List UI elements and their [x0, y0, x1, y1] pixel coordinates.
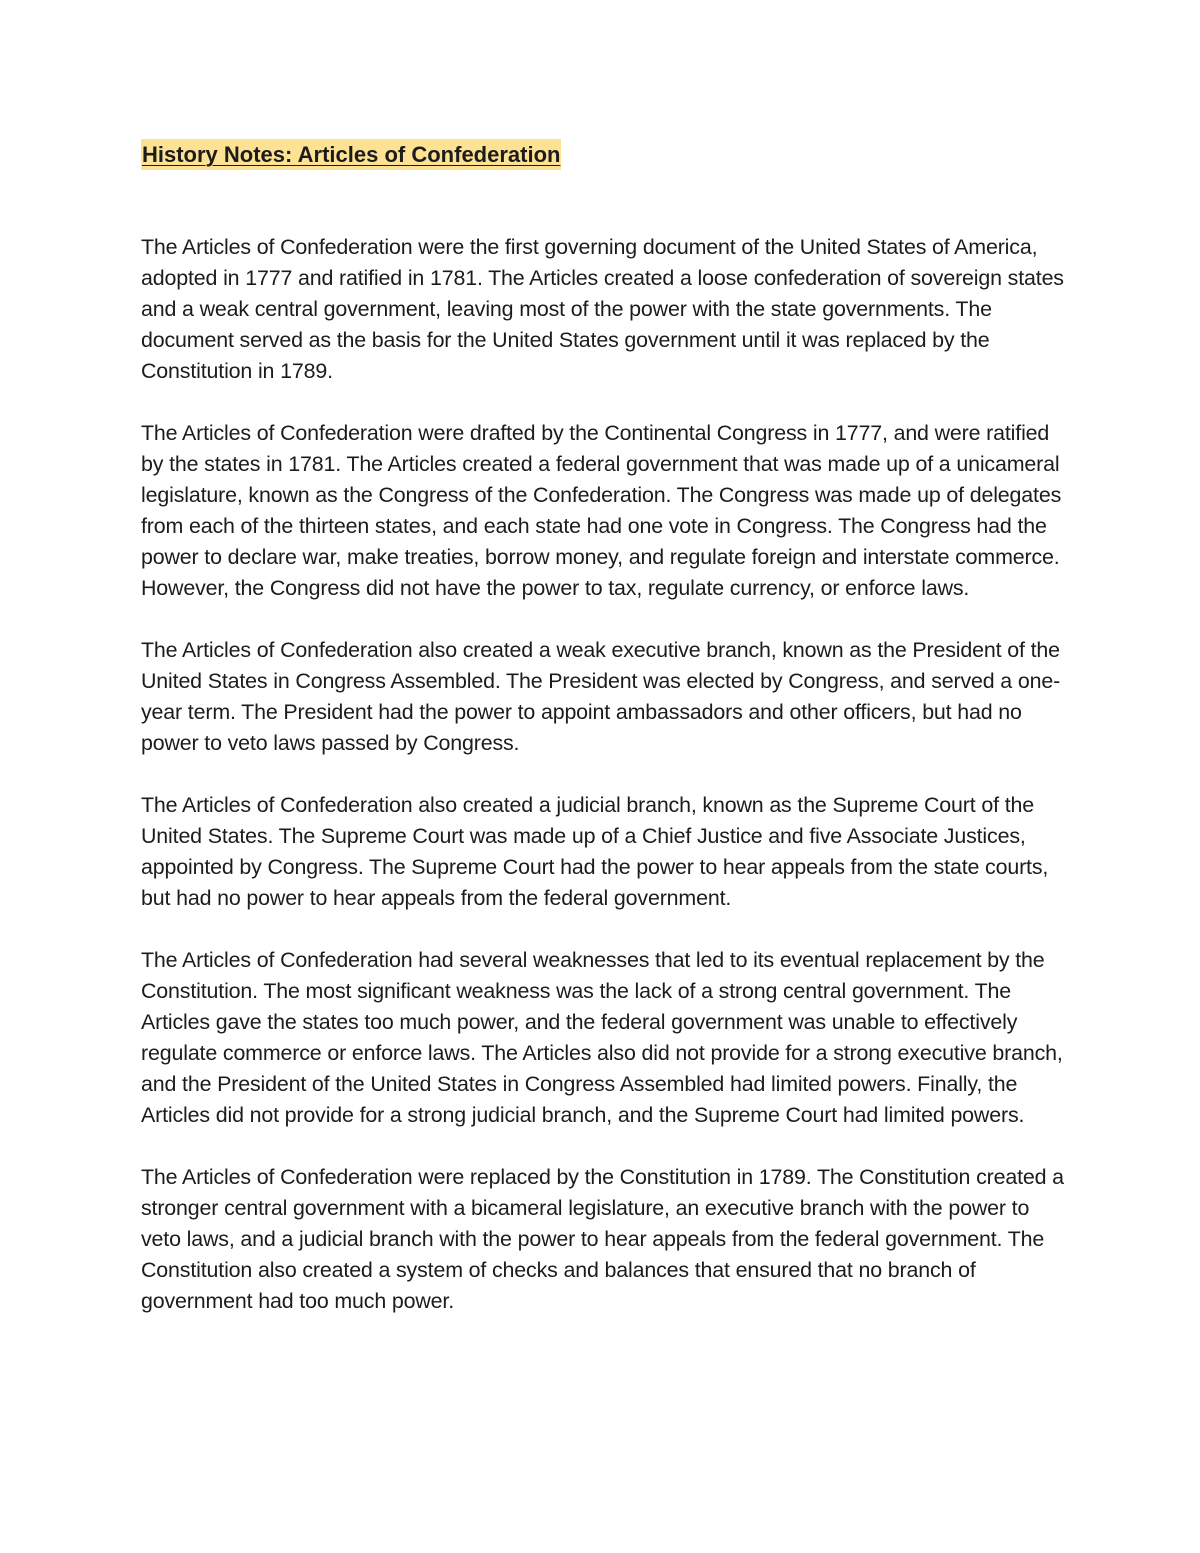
paragraph-constitution: The Articles of Confederation were replaced by the Constitution in 1789. The Constitution created a stronger central government with a bicameral legislature, an executive branch with the power to veto laws, and a judicial branch with the power to hear appeals from the federal government. The Constitution also created a system of checks and balances that ensured that no branch of government had too much power.: [141, 1165, 1064, 1313]
paragraph-weaknesses: The Articles of Confederation had several weaknesses that led to its eventual replacement by the Constitution. The most significant weakness was the lack of a strong central government. The Articles gave the states too much power, and the federal government was unable to effectively regulate commerce or enforce laws. The Articles also did not provide for a strong executive branch, and the President of the United States in Congress Assembled had limited powers. Finally, the Articles did not provide for a strong judicial branch, and the Supreme Court had limited powers.: [141, 948, 1063, 1127]
paragraph-drafting: The Articles of Confederation were drafted by the Continental Congress in 1777, and were ratified by the states in 1781. The Articles created a federal government that was made up of a unicameral legislature, known as the Congress of the Confederation. The Congress was made up of delegates from each of the thirteen states, and each state had one vote in Congress. The Congress had the power to declare war, make treaties, borrow money, and regulate foreign and interstate commerce. However, the Congress did not have the power to tax, regulate currency, or enforce laws.: [141, 421, 1062, 600]
document-title: History Notes: Articles of Confederation: [141, 139, 561, 170]
paragraph-intro: The Articles of Confederation were the first governing document of the United States of America, adopted in 1777 and ratified in 1781. The Articles created a loose confederation of sovereign states and a weak central government, leaving most of the power with the state governments. The document served as the basis for the United States government until it was replaced by the Constitution in 1789.: [141, 235, 1064, 383]
paragraph-judicial-branch: The Articles of Confederation also created a judicial branch, known as the Supreme Court of the United States. The Supreme Court was made up of a Chief Justice and five Associate Justices, appointed by Congress. The Supreme Court had the power to hear appeals from the state courts, but had no power to hear appeals from the federal government.: [141, 793, 1049, 910]
document-body: [141, 139, 1066, 1317]
paragraph-list: [141, 232, 1066, 1317]
paragraph-executive-branch: The Articles of Confederation also created a weak executive branch, known as the President of the United States in Congress Assembled. The President was elected by Congress, and served a one-year term. The President had the power to appoint ambassadors and other officers, but had no power to veto laws passed by Congress.: [141, 638, 1061, 755]
